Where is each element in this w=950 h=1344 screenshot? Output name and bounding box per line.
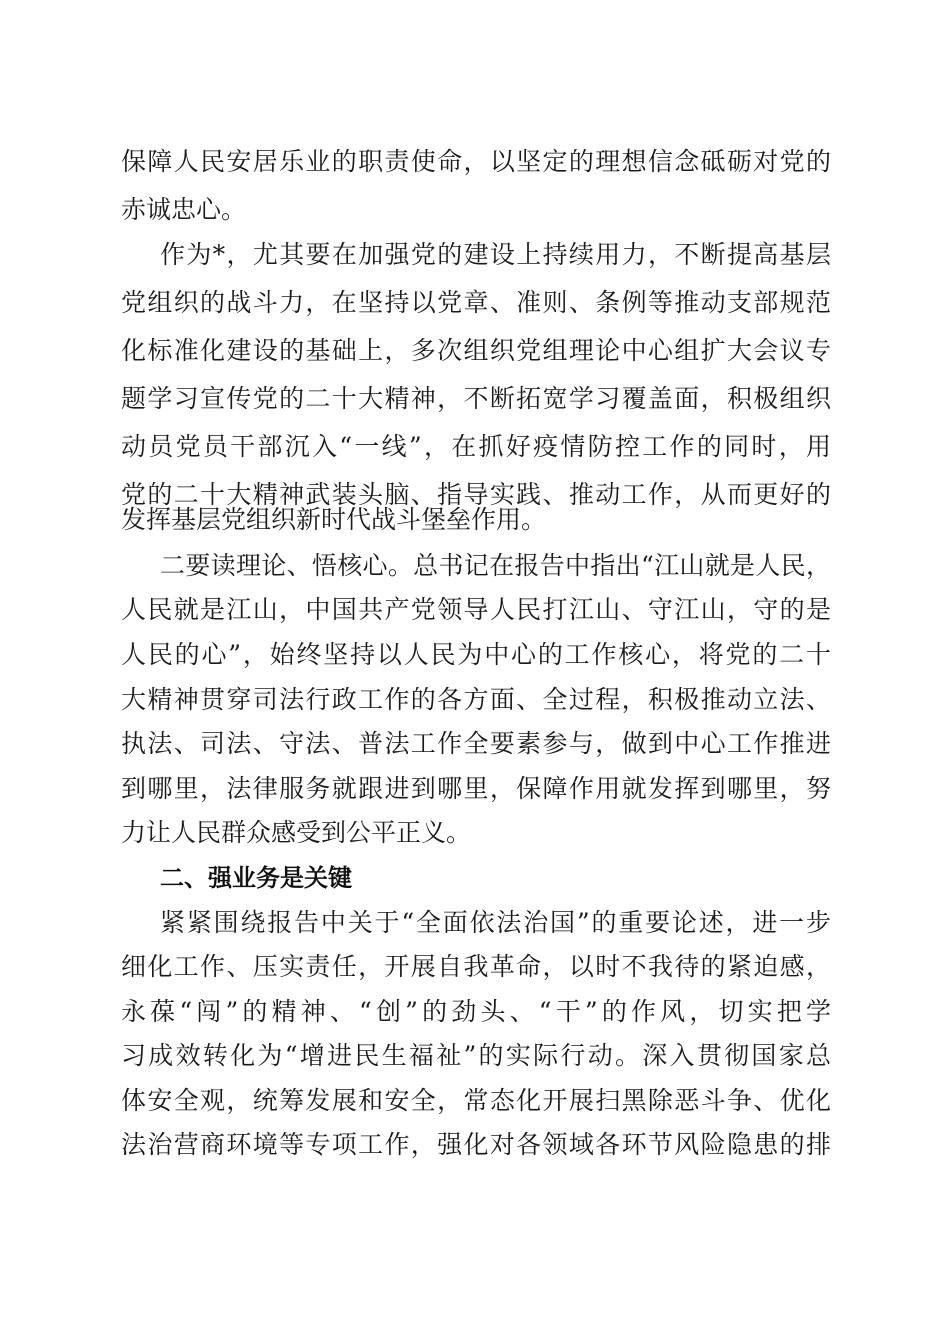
paragraph-3-line-1: 二要读理论、悟核心。总书记在报告中指出“江山就是人民， bbox=[160, 551, 831, 580]
paragraph-2-line-3: 化标准化建设的基础上，多次组织党组理论中心组扩大会议专 bbox=[121, 336, 831, 365]
paragraph-2-line-4: 题学习宣传党的二十大精神，不断拓宽学习覆盖面，积极组织 bbox=[121, 384, 831, 413]
paragraph-2-line-1: 作为*，尤其要在加强党的建设上持续用力，不断提高基层 bbox=[160, 240, 831, 269]
paragraph-2-line-2: 党组织的战斗力，在坚持以党章、准则、条例等推动支部规范 bbox=[121, 288, 831, 317]
paragraph-2-line-6: 党的二十大精神武装头脑、指导实践、推动工作，从而更好的 bbox=[121, 480, 831, 509]
paragraph-3-line-2: 人民就是江山，中国共产党领导人民打江山、守江山，守的是 bbox=[121, 595, 831, 624]
paragraph-3-line-4: 大精神贯穿司法行政工作的各方面、全过程，积极推动立法、 bbox=[121, 685, 831, 714]
paragraph-4-line-5: 体安全观，统筹发展和安全，常态化开展扫黑除恶斗争、优化 bbox=[121, 1086, 831, 1115]
paragraph-2-line-5: 动员党员干部沉入“一线”，在抓好疫情防控工作的同时，用 bbox=[121, 432, 831, 461]
paragraph-4-line-4: 习成效转化为“增进民生福祉”的实际行动。深入贯彻国家总 bbox=[121, 1041, 831, 1070]
section-heading: 二、强业务是关键 bbox=[160, 864, 352, 892]
paragraph-4-line-3: 永葆“闯”的精神、“创”的劲头、“干”的作风，切实把学 bbox=[121, 997, 831, 1026]
paragraph-3-line-3: 人民的心”，始终坚持以人民为中心的工作核心，将党的二十 bbox=[121, 640, 831, 669]
paragraph-1-line-1: 保障人民安居乐业的职责使命，以坚定的理想信念砥砺对党的 bbox=[121, 147, 831, 176]
paragraph-1-line-2: 赤诚忠心。 bbox=[121, 195, 247, 224]
paragraph-4-line-2: 细化工作、压实责任，开展自我革命，以时不我待的紧迫感， bbox=[121, 952, 831, 981]
paragraph-3-line-7: 力让人民群众感受到公平正义。 bbox=[121, 818, 472, 847]
paragraph-2-line-7: 发挥基层党组织新时代战斗堡垒作用。 bbox=[121, 505, 547, 534]
paragraph-4-line-6: 法治营商环境等专项工作，强化对各领域各环节风险隐患的排 bbox=[121, 1130, 831, 1159]
paragraph-4-line-1: 紧紧围绕报告中关于“全面依法治国”的重要论述，进一步 bbox=[160, 908, 831, 937]
paragraph-3-line-6: 到哪里，法律服务就跟进到哪里，保障作用就发挥到哪里，努 bbox=[121, 774, 831, 803]
paragraph-3-line-5: 执法、司法、守法、普法工作全要素参与，做到中心工作推进 bbox=[121, 729, 831, 758]
